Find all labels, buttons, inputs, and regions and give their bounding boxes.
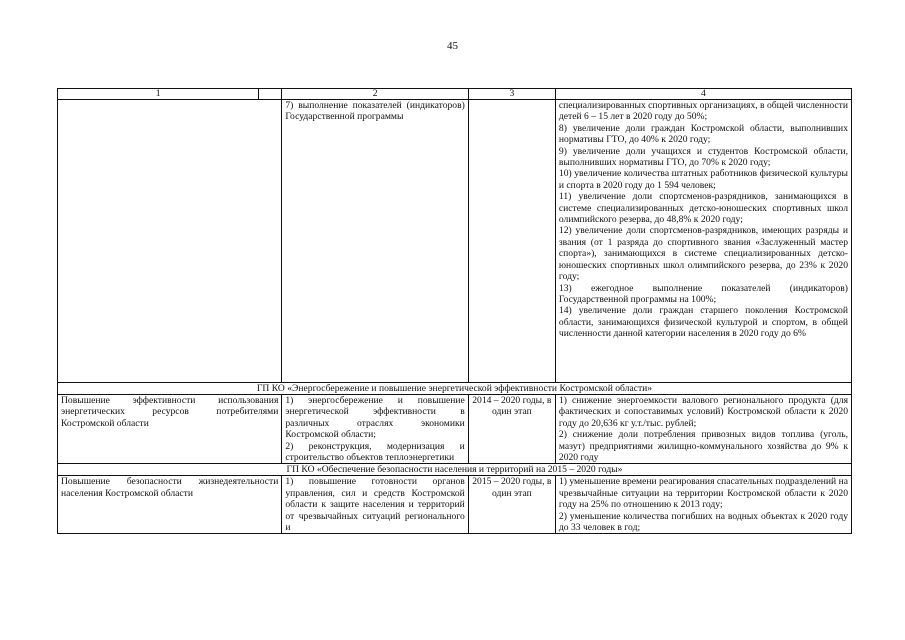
header-col-4: 4 [555, 89, 851, 100]
indicator-item: 8) увеличение доли граждан Костромской области, выполнивших нормативы ГТО, до 40% к 2020 году; [558, 122, 848, 146]
indicator-item: 2) уменьшение количества погибших на водных объектах к 2020 году до 33 человек в год; [558, 510, 848, 534]
section-title-energy: ГП КО «Энергосбережение и повышение энергетической эффективности Костромской области» [58, 383, 852, 395]
row1-col1 [58, 100, 282, 383]
row3-col1: Повышение безопасности жизнедеятельности населения Костромской области [58, 476, 282, 534]
row2-col1: Повышение эффективности использования энергетических ресурсов потребителями Костромской области [58, 395, 282, 464]
table-row [58, 100, 852, 383]
row3-col4 [555, 476, 851, 534]
page-number: 45 [447, 40, 458, 52]
row1-col4 [555, 100, 851, 383]
row2-col4 [555, 395, 851, 464]
row1-col2: 7) выполнение показателей (индикаторов) Государственной программы [282, 100, 468, 383]
task-item: 1) энергосбережение и повышение энергетической эффективности в различных отраслях экономики Костромской области; [285, 395, 465, 441]
indicator-item: 1) снижение энергоемкости валового регионального продукта (для фактических и сопоставимых условий) Костромской области к 2020 году до 20,636 кг у.т./тыс. рублей; [558, 395, 848, 429]
section-row-safety [58, 464, 852, 476]
row1-col3 [468, 100, 555, 383]
table-row [58, 395, 852, 464]
header-col-3: 3 [468, 89, 555, 100]
indicator-item: 2) снижение доли потребления привозных видов топлива (уголь, мазут) предприятиями жилищно-коммунального хозяйства до 9% к 2020 году [558, 429, 848, 464]
header-col-2: 2 [282, 89, 468, 100]
indicator-item: 12) увеличение доли спортсменов-разрядников, имеющих разряды и звания (от 1 разряда до спортивного звания «Заслуженный мастер спорта»), занимающихся в системе специализированных детско-юношеских спортивных школ олимпийского резерва, до 23% к 2020 году; [558, 225, 848, 283]
row2-col3: 2014 – 2020 годы, в один этап [468, 395, 555, 464]
row2-col2 [282, 395, 468, 464]
section-row-energy [58, 383, 852, 395]
indicator-item: 13) ежегодное выполнение показателей (индикаторов) Государственной программы на 100%; [558, 282, 848, 305]
indicator-item: 1) уменьшение времени реагирования спасательных подразделений на чрезвычайные ситуации на территории Костромской области к 2020 году на 25% по отношению к 2013 году; [558, 476, 848, 511]
indicator-item: специализированных спортивных организациях, в общей численности детей 6 – 15 лет в 2020 году до 50%; [558, 100, 848, 123]
table-header-row [58, 89, 852, 100]
row3-col3: 2015 – 2020 годы, в один этап [468, 476, 555, 534]
header-col-1 [58, 89, 282, 100]
header-col-1-label: 1 [155, 88, 161, 99]
section-title-safety: ГП КО «Обеспечение безопасности населения и территорий на 2015 – 2020 годы» [58, 464, 852, 476]
task-item: 2) реконструкция, модернизация и строительство объектов теплоэнергетики [285, 440, 465, 464]
table-row [58, 476, 852, 534]
indicator-item: 9) увеличение доли учащихся и студентов Костромской области, выполнивших нормативы ГТО, до 70% к 2020 году; [558, 145, 848, 169]
indicator-item: 11) увеличение доли спортсменов-разрядников, занимающихся в системе специализированных детско-юношеских спортивных школ олимпийского резерва, до 48,8% к 2020 году; [558, 191, 848, 226]
program-table [57, 88, 852, 534]
indicator-item: 10) увеличение количества штатных работников физической культуры и спорта в 2020 году до 1 594 человек; [558, 168, 848, 191]
indicator-item: 14) увеличение доли граждан старшего поколения Костромской области, занимающихся физической культурой и спортом, в общей численности данной категории населения в 2020 году до 6% [558, 305, 848, 340]
row3-col2: 1) повышение готовности органов управления, сил и средств Костромской области к защите населения и территорий от чрезвычайных ситуаций регионального и [282, 476, 468, 534]
